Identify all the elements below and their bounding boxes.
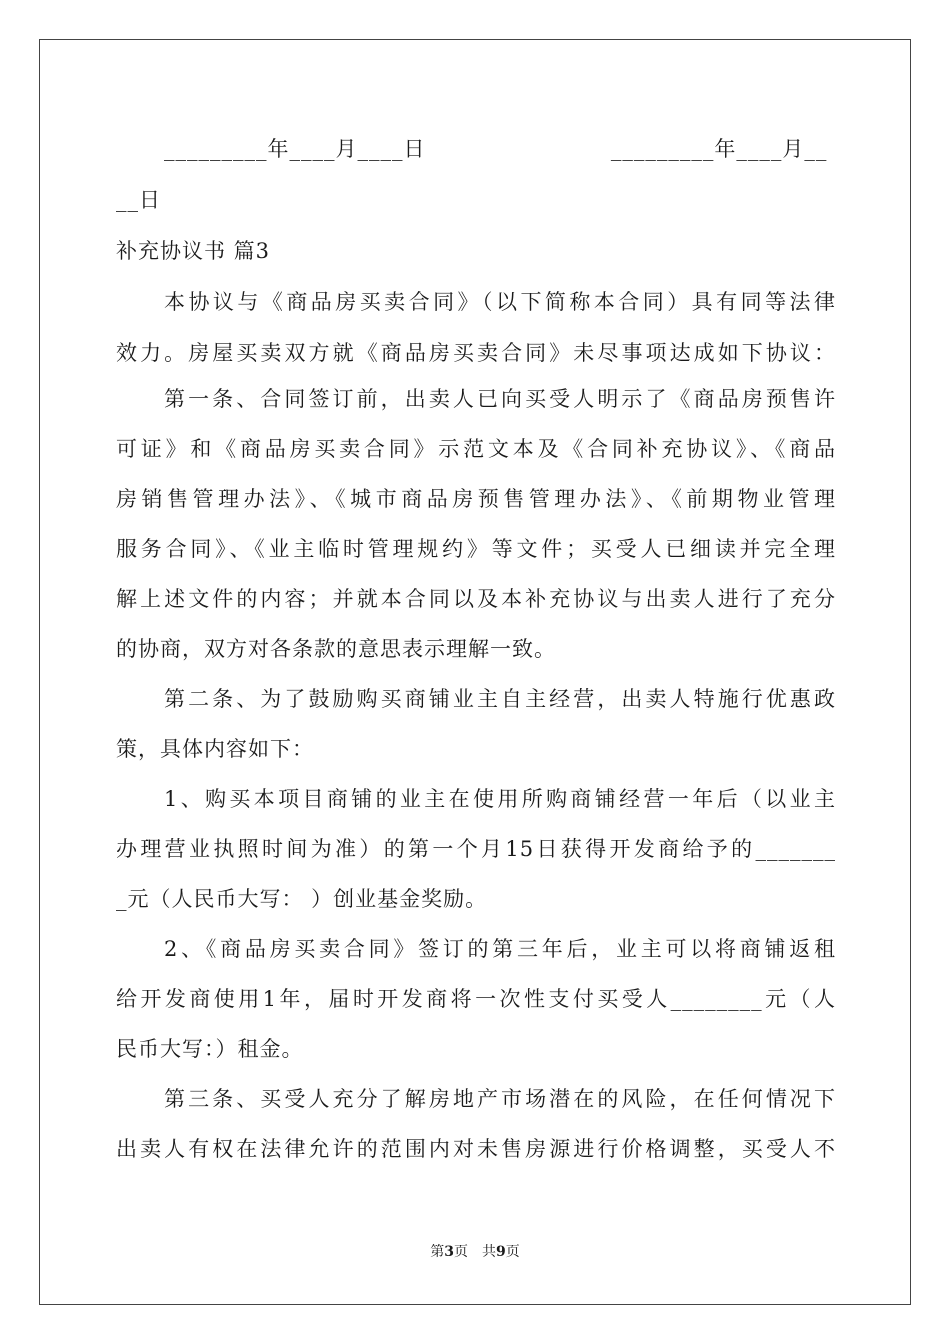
paragraph-line: _元（人民币大写： ）创业基金奖励。 bbox=[116, 887, 488, 911]
date-line bbox=[164, 134, 836, 164]
paragraph-line: 本协议与《商品房买卖合同》（以下简称本合同）具有同等法律 bbox=[164, 290, 836, 314]
paragraph-line: 1、购买本项目商铺的业主在使用所购商铺经营一年后（以业主 bbox=[164, 787, 836, 811]
total-page-number: 9 bbox=[496, 1244, 506, 1260]
section-title: 补充协议书 篇3 bbox=[116, 239, 271, 263]
paragraph-line: 可证》和《商品房买卖合同》示范文本及《合同补充协议》、《商品 bbox=[116, 437, 836, 461]
paragraph-line: 第二条、为了鼓励购买商铺业主自主经营，出卖人特施行优惠政 bbox=[164, 687, 836, 711]
date-blank-second: _________年____月__ bbox=[610, 137, 828, 161]
paragraph-line: 第三条、买受人充分了解房地产市场潜在的风险，在任何情况下 bbox=[164, 1087, 836, 1111]
paragraph-line: 策，具体内容如下： bbox=[116, 737, 314, 761]
paragraph-line: 办理营业执照时间为准）的第一个月15日获得开发商给予的_______ bbox=[116, 837, 836, 861]
paragraph-line: 2、《商品房买卖合同》签订的第三年后，业主可以将商铺返租 bbox=[164, 937, 836, 961]
paragraph-line: 效力。房屋买卖双方就《商品房买卖合同》未尽事项达成如下协议： bbox=[116, 341, 836, 365]
current-page-number: 3 bbox=[444, 1244, 454, 1260]
paragraph-line: 给开发商使用1年，届时开发商将一次性支付买受人________元（人 bbox=[116, 987, 836, 1011]
paragraph-line: 房销售管理办法》、《城市商品房预售管理办法》、《前期物业管理 bbox=[116, 487, 836, 511]
date-blank-first: _________年____月____日 bbox=[164, 137, 426, 161]
date-line-continued: __日 bbox=[116, 188, 161, 212]
page-border bbox=[39, 39, 911, 1305]
paragraph-line: 的协商，双方对各条款的意思表示理解一致。 bbox=[116, 637, 556, 661]
paragraph-line: 第一条、合同签订前，出卖人已向买受人明示了《商品房预售许 bbox=[164, 387, 836, 411]
paragraph-line: 解上述文件的内容；并就本合同以及本补充协议与出卖人进行了充分 bbox=[116, 587, 836, 611]
paragraph-line: 民币大写：）租金。 bbox=[116, 1037, 304, 1061]
page-number-footer: 第3页 共9页 bbox=[430, 1244, 520, 1260]
paragraph-line: 出卖人有权在法律允许的范围内对未售房源进行价格调整，买受人不 bbox=[116, 1137, 836, 1161]
paragraph-line: 服务合同》、《业主临时管理规约》等文件；买受人已细读并完全理 bbox=[116, 537, 836, 561]
